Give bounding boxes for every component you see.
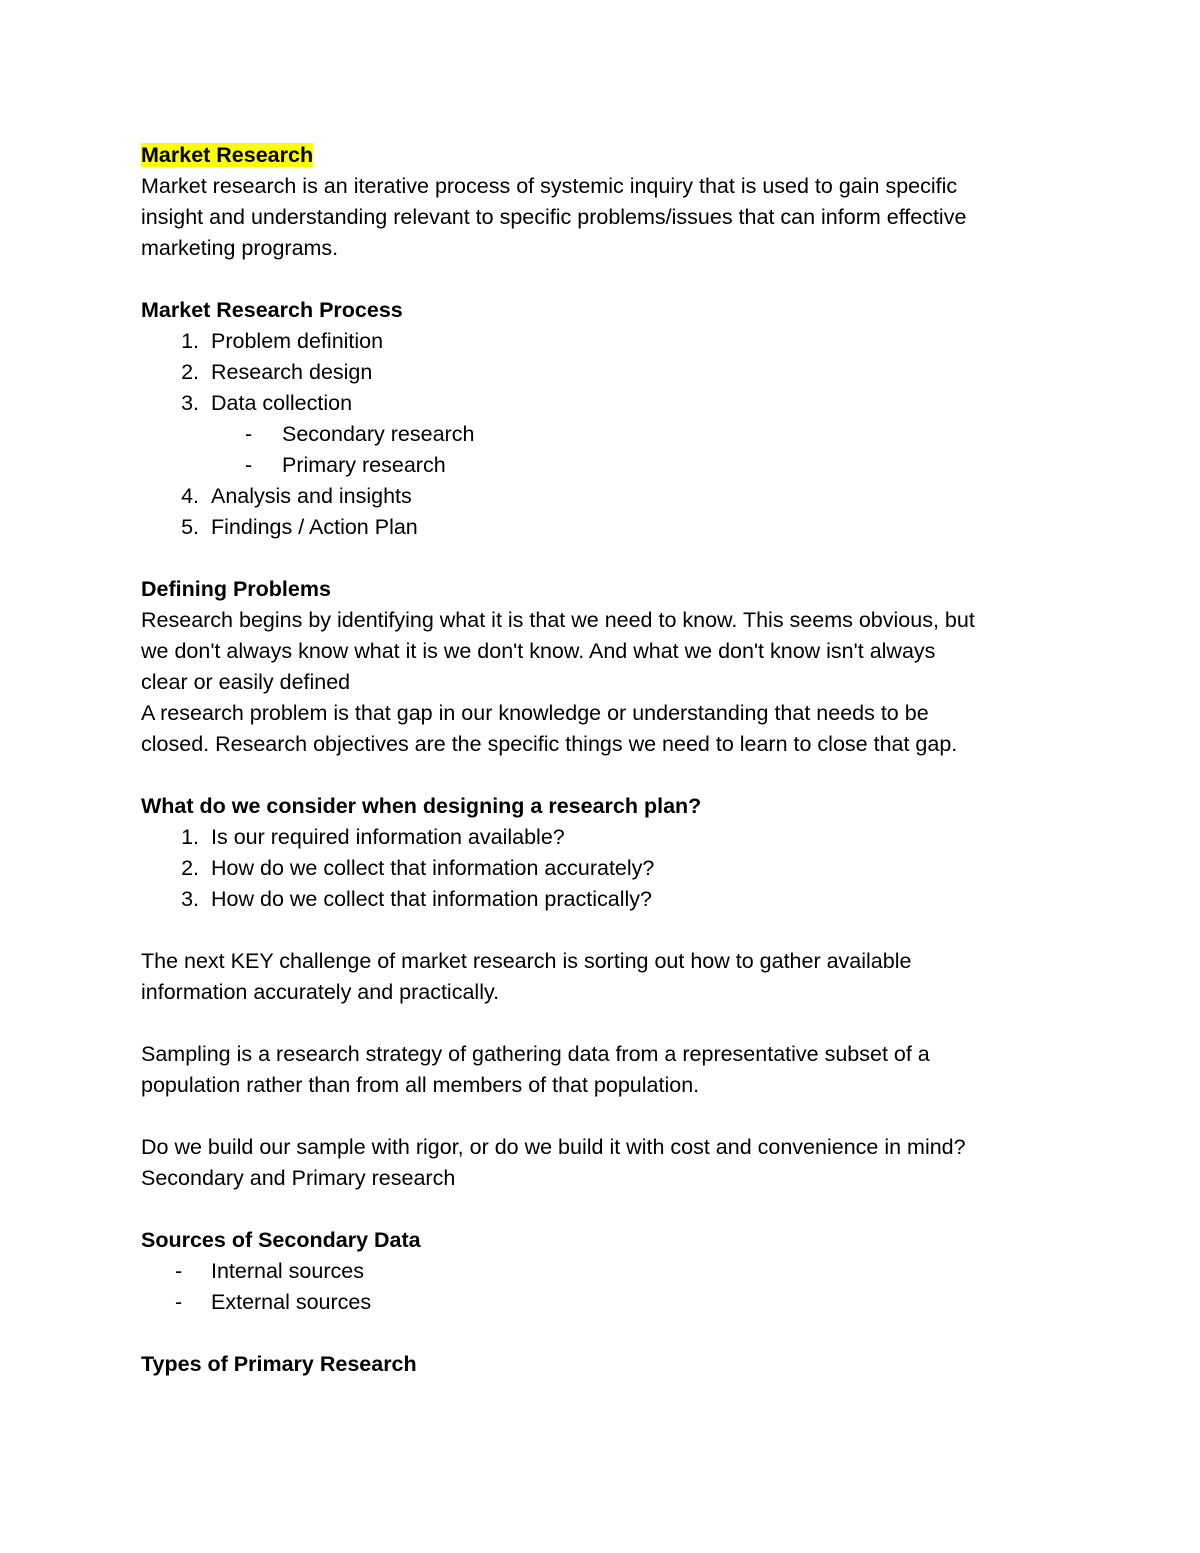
list-number: 3.	[181, 391, 199, 415]
paragraph-line: marketing programs.	[141, 236, 339, 260]
list-text: Is our required information available?	[211, 825, 565, 849]
heading-primary-research: Types of Primary Research	[141, 1352, 417, 1376]
heading-secondary-data: Sources of Secondary Data	[141, 1228, 421, 1252]
list-item	[141, 512, 1081, 543]
list-item	[141, 853, 1081, 884]
paragraph-line: The next KEY challenge of market research is sorting out how to gather available	[141, 949, 912, 973]
list-item	[141, 884, 1081, 915]
paragraph-line: we don't always know what it is we don't know. And what we don't know isn't always	[141, 639, 936, 663]
list-item	[141, 326, 1081, 357]
list-dash: -	[245, 453, 253, 477]
heading-market-research-process: Market Research Process	[141, 298, 403, 322]
list-item	[141, 822, 1081, 853]
list-item	[141, 1287, 1081, 1318]
list-number: 1.	[181, 329, 199, 353]
paragraph-line: population rather than from all members of that population.	[141, 1073, 700, 1097]
paragraph-line: Do we build our sample with rigor, or do we build it with cost and convenience in mind?	[141, 1135, 966, 1159]
heading-research-plan: What do we consider when designing a research plan?	[141, 794, 702, 818]
paragraph-line: information accurately and practically.	[141, 980, 500, 1004]
list-text: How do we collect that information accurately?	[211, 856, 655, 880]
list-dash: -	[175, 1290, 183, 1314]
list-text: Research design	[211, 360, 373, 384]
paragraph-line: insight and understanding relevant to specific problems/issues that can inform effective	[141, 205, 967, 229]
list-text: Problem definition	[211, 329, 384, 353]
list-item	[141, 357, 1081, 388]
list-dash: -	[175, 1259, 183, 1283]
list-text: External sources	[211, 1290, 372, 1314]
document-page	[141, 140, 1081, 1380]
paragraph-line: Market research is an iterative process of systemic inquiry that is used to gain specific	[141, 174, 958, 198]
heading-defining-problems: Defining Problems	[141, 577, 331, 601]
list-text: How do we collect that information practically?	[211, 887, 652, 911]
list-number: 2.	[181, 856, 199, 880]
highlighted-heading-text: Market Research	[141, 143, 314, 167]
list-text: Internal sources	[211, 1259, 364, 1283]
list-text: Secondary research	[282, 422, 475, 446]
paragraph-line: clear or easily defined	[141, 670, 351, 694]
list-number: 4.	[181, 484, 199, 508]
list-number: 5.	[181, 515, 199, 539]
list-item	[141, 1256, 1081, 1287]
sub-list-item	[141, 450, 1081, 481]
paragraph-line: Sampling is a research strategy of gathering data from a representative subset of a	[141, 1042, 930, 1066]
paragraph-line: A research problem is that gap in our knowledge or understanding that needs to be	[141, 701, 929, 725]
sub-list-item	[141, 419, 1081, 450]
list-dash: -	[245, 422, 253, 446]
heading-market-research	[141, 140, 1081, 171]
list-item	[141, 481, 1081, 512]
list-text: Analysis and insights	[211, 484, 412, 508]
list-text: Primary research	[282, 453, 446, 477]
list-item	[141, 388, 1081, 419]
paragraph-line: closed. Research objectives are the specific things we need to learn to close that gap.	[141, 732, 958, 756]
list-number: 2.	[181, 360, 199, 384]
list-text: Data collection	[211, 391, 353, 415]
list-number: 3.	[181, 887, 199, 911]
paragraph-line: Research begins by identifying what it is that we need to know. This seems obvious, but	[141, 608, 975, 632]
paragraph-line: Secondary and Primary research	[141, 1166, 456, 1190]
list-number: 1.	[181, 825, 199, 849]
list-text: Findings / Action Plan	[211, 515, 418, 539]
